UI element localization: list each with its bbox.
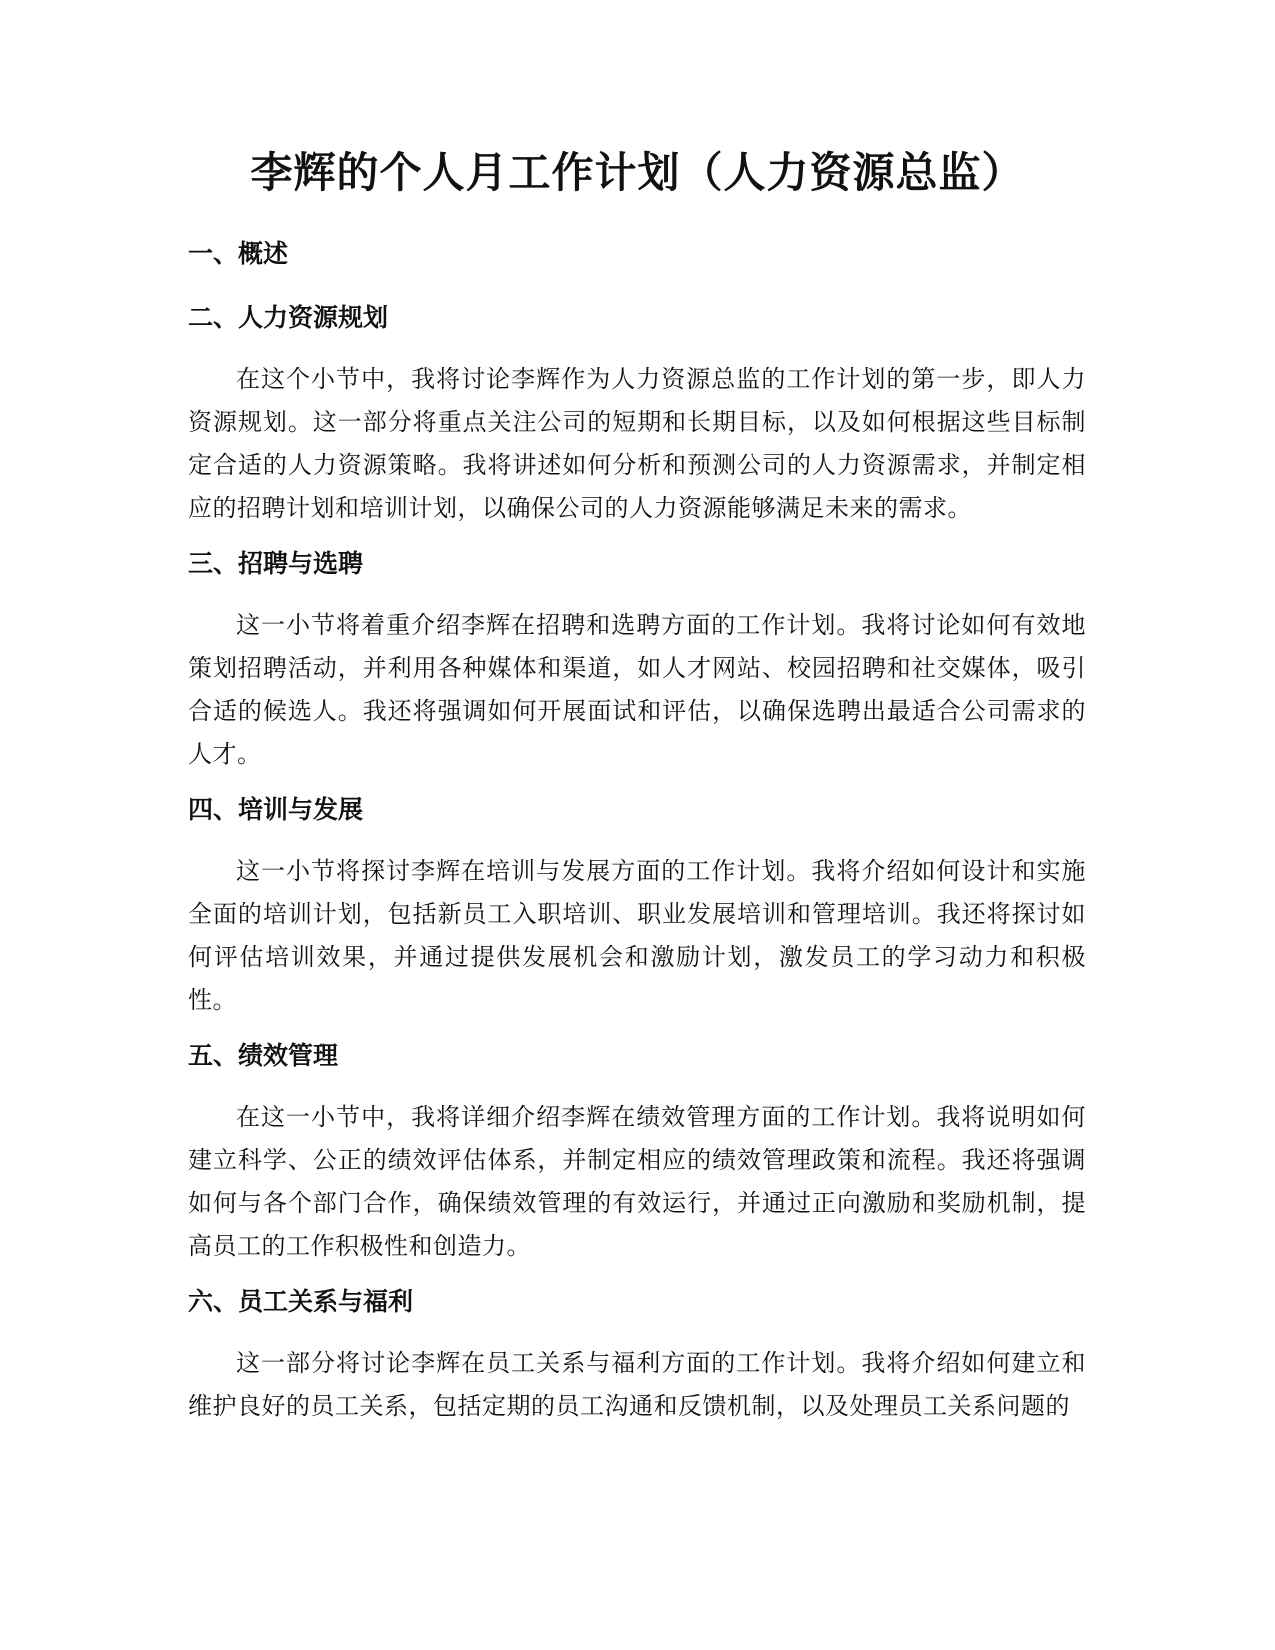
- section-body-recruitment: 这一小节将着重介绍李辉在招聘和选聘方面的工作计划。我将讨论如何有效地策划招聘活动，并利用各种媒体和渠道，如人才网站、校园招聘和社交媒体，吸引合适的候选人。我还将强调如何开展面试和评估，以确保选聘出最适合公司需求的人才。: [188, 611, 1086, 768]
- section-heading-training: 四、培训与发展: [188, 795, 364, 824]
- section-body-performance: 在这一小节中，我将详细介绍李辉在绩效管理方面的工作计划。我将说明如何建立科学、公正的绩效评估体系，并制定相应的绩效管理政策和流程。我还将强调如何与各个部门合作，确保绩效管理的有效运行，并通过正向激励和奖励机制，提高员工的工作积极性和创造力。: [188, 1103, 1086, 1260]
- section-heading-overview: 一、概述: [188, 239, 289, 268]
- section-heading-recruitment: 三、招聘与选聘: [188, 549, 364, 578]
- document-title: 李辉的个人月工作计划（人力资源总监）: [250, 148, 1025, 197]
- section-heading-employee-relations: 六、员工关系与福利: [188, 1287, 414, 1316]
- section-heading-hr-planning: 二、人力资源规划: [188, 303, 389, 332]
- section-body-training: 这一小节将探讨李辉在培训与发展方面的工作计划。我将介绍如何设计和实施全面的培训计划，包括新员工入职培训、职业发展培训和管理培训。我还将探讨如何评估培训效果，并通过提供发展机会和激励计划，激发员工的学习动力和积极性。: [188, 857, 1086, 1014]
- section-body-employee-relations: 这一部分将讨论李辉在员工关系与福利方面的工作计划。我将介绍如何建立和维护良好的员工关系，包括定期的员工沟通和反馈机制，以及处理员工关系问题的: [188, 1349, 1086, 1420]
- section-heading-performance: 五、绩效管理: [188, 1041, 339, 1070]
- section-body-hr-planning: 在这个小节中，我将讨论李辉作为人力资源总监的工作计划的第一步，即人力资源规划。这一部分将重点关注公司的短期和长期目标，以及如何根据这些目标制定合适的人力资源策略。我将讲述如何分析和预测公司的人力资源需求，并制定相应的招聘计划和培训计划，以确保公司的人力资源能够满足未来的需求。: [188, 365, 1086, 522]
